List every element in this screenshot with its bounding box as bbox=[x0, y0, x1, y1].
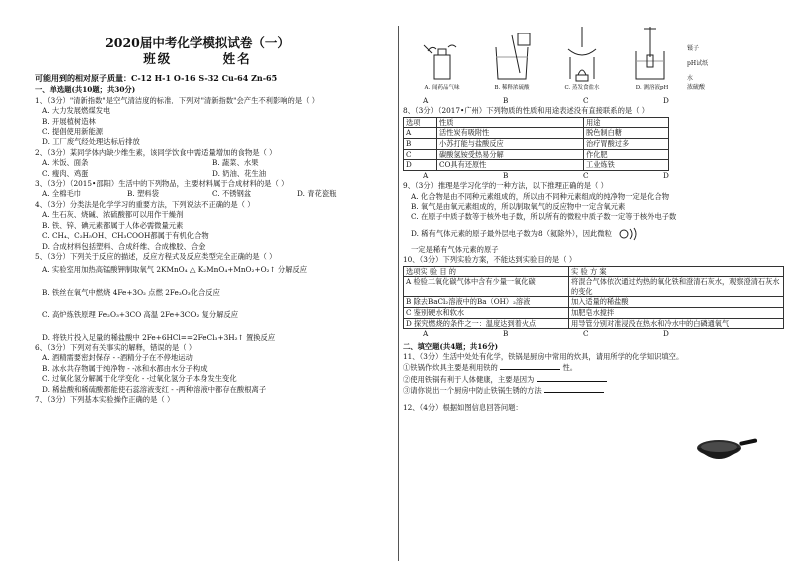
question-12: 12、（4分）根据如图信息回答问题： bbox=[403, 402, 523, 412]
annot-ph-paper: pH试纸 bbox=[687, 60, 709, 67]
annot-water: 水 bbox=[687, 75, 694, 82]
q2-option-b: B. 蔬菜、水果 bbox=[212, 158, 259, 168]
q6-option-b: B. 冰水共存物属于纯净物 - -冰和水都由水分子构成 bbox=[42, 363, 208, 373]
q9-option-d-text: D. 稀有气体元素的原子最外层电子数为8（氦除外），因此微粒 bbox=[411, 228, 612, 238]
q2-option-a: A. 米饭、面条 bbox=[42, 158, 89, 168]
table-cell: 加入适量的稀盐酸 bbox=[569, 297, 784, 308]
table-header bbox=[404, 266, 784, 277]
table-cell: 用途 bbox=[584, 117, 669, 128]
q11-part-c bbox=[403, 385, 693, 396]
table-cell: 工业炼铁 bbox=[584, 160, 669, 171]
figure-b-caption: B. 稀释浓硫酸 bbox=[494, 85, 530, 91]
smell-bottle-icon bbox=[422, 41, 462, 83]
table-row bbox=[404, 139, 669, 150]
q7-choices bbox=[423, 96, 794, 106]
question-8: 8、（3分）（2017•广州）下列物质的性质和用途表述没有直接联系的是（ ） bbox=[403, 106, 650, 116]
figure-c-caption: C. 蒸发食盐水 bbox=[564, 85, 600, 91]
q3-option-d: D. 青花瓷瓶 bbox=[297, 189, 337, 199]
q2-option-c: C. 瘦肉、鸡蛋 bbox=[42, 168, 89, 178]
figure-annotations bbox=[687, 44, 708, 92]
q2-option-d: D. 奶油、花生油 bbox=[212, 168, 267, 178]
q8-choice-d: D bbox=[663, 170, 669, 180]
q7-choice-a: A bbox=[423, 96, 429, 105]
table-row bbox=[404, 149, 669, 160]
q3-option-b: B. 塑料袋 bbox=[127, 189, 159, 199]
exam-title: 2020届中考化学模拟试卷（一） bbox=[105, 35, 290, 50]
table-row bbox=[404, 308, 784, 319]
q5-option-b: B. 铁丝在氧气中燃烧 4Fe+3O₂ 点燃 2Fe₂O₃化合反应 bbox=[42, 287, 220, 297]
annot-conc-acid: 浓硫酸 bbox=[687, 84, 706, 91]
right-column bbox=[403, 0, 794, 561]
table-cell: 选项 bbox=[404, 117, 437, 128]
atom-structure-icon bbox=[618, 227, 640, 241]
q4-option-b: B. 铁、锌、碘元素都属于人体必需微量元素 bbox=[42, 220, 184, 230]
table-row bbox=[404, 297, 784, 308]
table-cell: C bbox=[404, 149, 437, 160]
q6-option-a: A. 酒精需要密封保存 - -酒精分子在不停地运动 bbox=[42, 353, 193, 363]
q9-option-d bbox=[411, 227, 794, 241]
table-cell: 治疗胃酸过多 bbox=[584, 139, 669, 150]
q8-choice-c: C bbox=[583, 170, 589, 180]
name-label: 姓名 bbox=[222, 51, 252, 66]
q10-choice-b: B bbox=[503, 329, 509, 339]
ph-test-icon bbox=[630, 27, 674, 83]
table-cell: 碳酸氢铵受热易分解 bbox=[437, 149, 584, 160]
figure-c bbox=[551, 27, 613, 92]
q3-option-a: A. 全棉毛巾 bbox=[42, 189, 82, 199]
q4-option-c: C. CH₄、C₂H₅OH、CH₃COOH都属于有机化合物 bbox=[42, 231, 209, 241]
q4-option-d: D. 合成材料包括塑料、合成纤维、合成橡胶、合金 bbox=[42, 241, 206, 251]
iron-wok-icon bbox=[695, 430, 759, 470]
question-7: 7、（3分）下列基本实验操作正确的是（ ） bbox=[35, 394, 175, 404]
table-cell: B bbox=[404, 139, 437, 150]
table-cell: 实 验 方 案 bbox=[569, 266, 784, 277]
q7-choice-c: C bbox=[583, 96, 589, 105]
question-6: 6、（3分）下列对有关事实的解释，错误的是（ ） bbox=[35, 342, 197, 352]
table-cell: D 探究燃烧的条件之一：温度达到着火点 bbox=[404, 318, 569, 329]
q5-option-c: C. 高炉炼铁原理 Fe₂O₃+3CO 高温 2Fe+3CO₂ 复分解反应 bbox=[42, 310, 239, 320]
q8-choices bbox=[423, 171, 794, 181]
table-cell: 作化肥 bbox=[584, 149, 669, 160]
q11-part-c-text: ③请你说出一个厨房中防止铁锅生锈的方法 bbox=[403, 386, 542, 396]
q3-option-c: C. 不锈钢盆 bbox=[212, 189, 252, 199]
question-2: 2、（3分）某同学体内缺少维生素，该同学饮食中需适量增加的食物是（ ） bbox=[35, 147, 277, 157]
figure-b bbox=[481, 33, 543, 92]
q8-choice-a: A bbox=[423, 170, 429, 180]
table-cell: A bbox=[404, 128, 437, 139]
q7-choice-d: D bbox=[663, 96, 669, 105]
figure-a bbox=[411, 41, 473, 92]
q4-option-a: A. 生石灰、烧碱、浓硫酸都可以用作干燥剂 bbox=[42, 210, 184, 220]
table-row bbox=[404, 318, 784, 329]
q11-part-a bbox=[403, 362, 693, 373]
table-cell: 将混合气体依次通过灼热的氧化铁和澄清石灰水，观察澄清石灰水的变化 bbox=[569, 277, 784, 297]
question-3: 3、（3分）（2015•邵阳）生活中的下列物品，主要材料属于合成材料的是（ ） bbox=[35, 179, 289, 189]
table-cell: B 除去BaCl₂溶液中的Ba（OH）₂溶液 bbox=[404, 297, 569, 308]
question-10: 10、（3分）下列实验方案，不能达到实验目的是（ ） bbox=[403, 255, 577, 265]
q2-options-row1 bbox=[42, 158, 395, 168]
table-cell: A 检验二氧化碳气体中含有少量一氧化碳 bbox=[404, 277, 569, 297]
q9-option-d-cont: 一定是稀有气体元素的原子 bbox=[411, 244, 499, 254]
table-row bbox=[404, 160, 669, 171]
question-11: 11、（3分）生活中处处有化学，铁锅是厨房中常用的炊具，请用所学的化学知识填空。 bbox=[403, 352, 684, 361]
table-cell: 用导管分别对准浸没在热水和冷水中的白磷通氧气 bbox=[569, 318, 784, 329]
table-cell: 加肥皂水搅拌 bbox=[569, 308, 784, 319]
table-row bbox=[404, 128, 669, 139]
q11-part-a-text: ①铁锅作炊具主要是利用铁的 bbox=[403, 363, 498, 373]
section-heading-1: 一、单选题(共10题；共30分) bbox=[35, 85, 136, 95]
q10-choice-c: C bbox=[583, 329, 589, 339]
table-header bbox=[404, 117, 669, 128]
q6-option-c: C. 过氧化氢分解属于化学变化 - -过氧化氢分子本身发生变化 bbox=[42, 374, 237, 384]
table-cell: 性质 bbox=[437, 117, 584, 128]
question-1: 1、（3分）"清新指数"是空气清洁度的标准．下列对"清新指数"会产生不利影响的是（ ） bbox=[35, 95, 320, 105]
q9-option-c: C. 在原子中质子数等于核外电子数，所以所有的微粒中质子数一定等于核外电子数 bbox=[411, 212, 677, 222]
evaporating-dish-icon bbox=[560, 27, 604, 83]
q8-choice-b: B bbox=[503, 170, 509, 180]
q11-part-b bbox=[403, 374, 693, 385]
answer-blank[interactable] bbox=[500, 362, 560, 370]
annot-tweezers: 镊子 bbox=[687, 45, 700, 52]
lab-figures bbox=[411, 22, 794, 92]
q1-option-a: A. 大力发展燃煤发电 bbox=[42, 106, 111, 116]
q10-choice-d: D bbox=[663, 329, 669, 339]
question-5: 5、（3分）下列关于反应的描述，反应方程式及反应类型完全正确的是（ ） bbox=[35, 251, 277, 261]
q9-option-b: B. 氧气是由氧元素组成的，所以制取氧气的反应物中一定含氧元素 bbox=[411, 202, 626, 211]
q9-option-a: A. 化合物是由不同种元素组成的，所以由不同种元素组成的纯净物一定是化合物 bbox=[411, 191, 669, 201]
q1-option-c: C. 提倡使用新能源 bbox=[42, 127, 104, 137]
table-cell: D bbox=[404, 160, 437, 171]
q3-options bbox=[42, 189, 395, 199]
figure-a-caption: A. 闻药品气味 bbox=[424, 85, 460, 91]
table-row bbox=[404, 277, 784, 297]
q5-option-d: D. 将铁片投入足量的稀盐酸中 2Fe+6HCl==2FeCl₃+3H₂↑ 置换反应 bbox=[42, 332, 276, 342]
q5-option-a: A. 实验室用加热高锰酸钾制取氧气 2KMnO₄ △ K₂MnO₄+MnO₂+O₂↑ 分解反应 bbox=[42, 265, 308, 275]
q10-choice-a: A bbox=[423, 329, 429, 339]
figure-d bbox=[621, 27, 683, 92]
q1-option-d: D. 工厂废气经处理达标后排放 bbox=[42, 137, 140, 147]
student-info bbox=[0, 51, 395, 67]
table-cell: 脱色制白糖 bbox=[584, 128, 669, 139]
column-divider bbox=[398, 26, 399, 561]
table-cell: 小苏打能与盐酸反应 bbox=[437, 139, 584, 150]
q1-option-b: B. 开展植树造林 bbox=[42, 116, 96, 126]
class-label: 班级 bbox=[143, 51, 173, 66]
q11-part-b-text: ②使用铁锅有利于人体健康，主要是因为 bbox=[403, 374, 535, 384]
q8-table bbox=[403, 117, 669, 171]
table-cell: CO具有还原性 bbox=[437, 160, 584, 171]
q10-choices bbox=[423, 329, 794, 339]
table-cell: 选项实 验 目 的 bbox=[404, 266, 569, 277]
q6-option-d: D. 稀盐酸和稀硫酸都能使石蕊溶液变红 - -两种溶液中都存在酸根离子 bbox=[42, 384, 267, 394]
dilute-acid-icon bbox=[490, 33, 534, 83]
figure-d-caption: D. 测溶液pH bbox=[635, 85, 669, 91]
q11-part-a-end: 性。 bbox=[562, 363, 578, 373]
question-9: 9、（3分）推理是学习化学的一种方法，以下推理正确的是（ ） bbox=[403, 181, 608, 191]
left-column bbox=[0, 0, 395, 561]
question-4: 4、（3分）分类法是化学学习的重要方法，下列说法不正确的是（ ） bbox=[35, 199, 255, 209]
q7-choice-b: B bbox=[503, 96, 509, 105]
table-cell: 活性炭有吸附性 bbox=[437, 128, 584, 139]
answer-blank[interactable] bbox=[537, 374, 607, 382]
section-heading-2: 二、填空题(共4题；共16分) bbox=[403, 341, 499, 351]
table-cell: C 鉴别硬水和软水 bbox=[404, 308, 569, 319]
q2-options-row2 bbox=[42, 169, 395, 179]
atomic-masses: 可能用到的相对原子质量：C-12 H-1 O-16 S-32 Cu-64 Zn-65 bbox=[35, 73, 278, 83]
answer-blank[interactable] bbox=[544, 385, 604, 393]
q10-table bbox=[403, 266, 784, 330]
